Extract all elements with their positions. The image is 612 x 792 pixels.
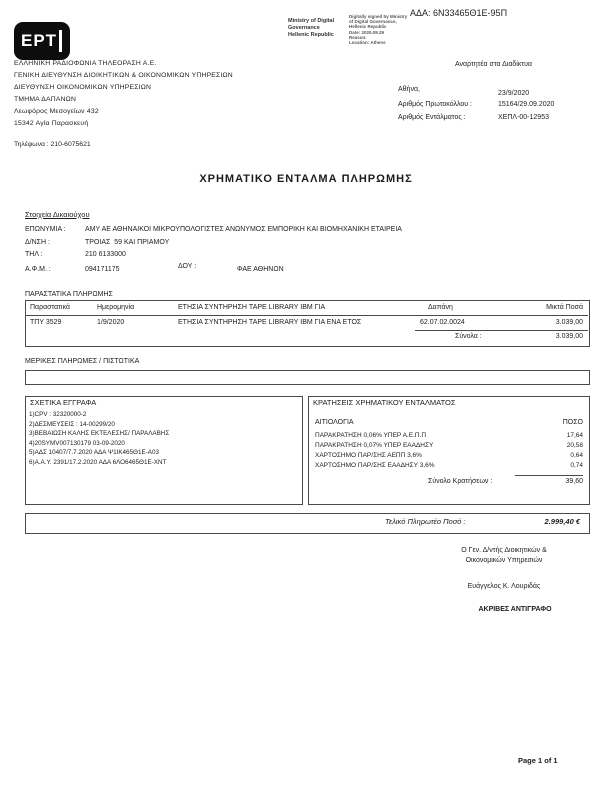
partial-payments-box bbox=[25, 370, 590, 385]
beneficiary-doy: ΦΑΕ ΑΘΗΝΩΝ bbox=[237, 266, 284, 273]
invoice-row-date: 1/9/2020 bbox=[97, 319, 125, 326]
org-line: Λεωφόρος Μεσογείων 432 bbox=[14, 108, 99, 115]
related-doc-line: 3)ΒΕΒΑΙΩΣΗ ΚΑΛΗΣ ΕΚΤΕΛΕΣΗΣ/ ΠΑΡΑΛΑΒΗΣ bbox=[29, 430, 170, 438]
ada-number: ΑΔΑ: 6Ν33465Θ1Ε-95Π bbox=[410, 8, 508, 18]
beneficiary-address-label: Δ/ΝΣΗ : bbox=[25, 239, 50, 246]
ert-logo-bar bbox=[59, 30, 62, 52]
beneficiary-section-title: Στοιχεία Δικαιούχου bbox=[25, 210, 90, 219]
ert-logo-text: ΕΡΤ bbox=[21, 31, 58, 50]
document-date: 23/9/2020 bbox=[498, 90, 530, 97]
stamp-line: Date: 2020.09.29 bbox=[349, 29, 385, 35]
stamp-line: Location: Athens bbox=[349, 40, 386, 46]
invoices-section-title: ΠΑΡΑΣΤΑΤΙΚΑ ΠΛΗΡΩΜΗΣ bbox=[25, 291, 113, 298]
partial-payments-title: ΜΕΡΙΚΕΣ ΠΛΗΡΩΜΕΣ / ΠΙΣΤΩΤΙΚΑ bbox=[25, 358, 140, 365]
deduction-row-amount: 0,64 bbox=[570, 452, 583, 459]
organization-block bbox=[14, 58, 233, 130]
invoices-header-divider bbox=[25, 315, 588, 316]
protocol-label: Αριθμός Πρωτοκόλλου : bbox=[398, 101, 472, 108]
digital-signature-stamp bbox=[349, 14, 407, 45]
org-line: ΤΜΗΜΑ ΔΑΠΑΝΩΝ bbox=[14, 96, 77, 103]
final-amount-value: 2.999,40 € bbox=[544, 517, 580, 526]
deductions-col-amount: ΠΟΣΟ bbox=[562, 419, 583, 426]
beneficiary-phone: 210 6133000 bbox=[85, 251, 126, 258]
city-label: Αθήνα, bbox=[398, 86, 420, 93]
deduction-row-reason: ΧΑΡΤΟΣΗΜΟ ΠΑΡ/ΣΗΣ ΕΑΑΔΗΣΥ 3,6% bbox=[315, 462, 435, 469]
ert-logo bbox=[14, 22, 70, 60]
stamp-line: Reason: bbox=[349, 34, 367, 40]
invoices-col-doc: Παραστατικά bbox=[30, 304, 70, 311]
related-doc-line: 2)ΔΕΣΜΕΥΣΕΙΣ : 14-00299/20 bbox=[29, 420, 115, 428]
stamp-line: of Digital Governance, bbox=[349, 19, 397, 25]
stamp-line: Digitally signed by Ministry bbox=[349, 14, 408, 19]
invoices-col-desc: ΕΤΗΣΙΑ ΣΥΝΤΗΡΗΣΗ TAPE LIBRARY IBM ΓΙΑ bbox=[178, 304, 326, 311]
org-line: ΕΛΛΗΝΙΚΗ ΡΑΔΙΟΦΩΝΙΑ ΤΗΛΕΟΡΑΣΗ Α.Ε. bbox=[14, 60, 157, 67]
deduction-row-amount: 17,64 bbox=[566, 432, 583, 439]
deductions-box bbox=[308, 396, 590, 505]
related-docs-title: ΣΧΕΤΙΚΑ ΕΓΓΡΑΦΑ bbox=[30, 398, 97, 407]
signatory-name: Ευάγγελος Κ. Λουριδάς bbox=[467, 583, 541, 590]
invoice-row-expense: 62.07.02.0024 bbox=[420, 319, 465, 326]
invoices-totals-divider bbox=[415, 330, 588, 331]
related-doc-line: 4)20SYMV007130179 03-09-2020 bbox=[29, 439, 125, 447]
related-docs-list bbox=[29, 410, 169, 468]
invoices-col-gross: Μικτά Ποσά bbox=[546, 304, 583, 311]
stamp-line: Hellenic Republic bbox=[349, 24, 387, 30]
signatory-title-line1: Ο Γεν. Δ/ντής Διοικητικών & bbox=[461, 547, 547, 554]
protocol-number: 15164/29.09.2020 bbox=[498, 101, 555, 108]
related-doc-line: 1)CPV : 32320000-2 bbox=[29, 411, 87, 418]
related-doc-line: 6)Α.Α.Υ. 2391/17.2.2020 ΑΔΑ 6ΛΟ6465Θ1Ε-ΧΝΤ bbox=[29, 458, 167, 466]
invoices-totals-label: Σύνολα : bbox=[455, 333, 482, 340]
beneficiary-afm-label: Α.Φ.Μ. : bbox=[25, 266, 51, 273]
ministry-line: Governance bbox=[288, 25, 320, 31]
deduction-row-reason: ΠΑΡΑΚΡΑΤΗΣΗ 0,06% ΥΠΕΡ Α.Ε.Π.Π bbox=[315, 432, 427, 439]
certified-copy-note: ΑΚΡΙΒΕΣ ΑΝΤΙΓΡΑΦΟ bbox=[478, 606, 552, 613]
signatory-title-line2: Οικονομικών Υπηρεσιών bbox=[465, 557, 543, 564]
deductions-title: ΚΡΑΤΗΣΕΙΣ ΧΡΗΜΑΤΙΚΟΥ ΕΝΤΑΛΜΑΤΟΣ bbox=[313, 398, 456, 407]
web-posting-note: Αναρτητέα στα Διαδίκτυα bbox=[455, 61, 532, 68]
beneficiary-name-label: ΕΠΩΝΥΜΙΑ : bbox=[25, 226, 66, 233]
beneficiary-name: ΑΜΥ ΑΕ ΑΘΗΝΑΙΚΟΙ ΜΙΚΡΟΥΠΟΛΟΓΙΣΤΕΣ ΑΝΩΝΥΜΟΣ ΕΜΠΟΡΙΚΗ ΚΑΙ ΒΙΟΜΗΧΑΝΙΚΗ ΕΤΑΙΡΕΙΑ bbox=[85, 226, 402, 233]
deduction-row-amount: 20,58 bbox=[566, 442, 583, 449]
page-number: Page 1 of 1 bbox=[518, 756, 558, 765]
deductions-total-value: 39,60 bbox=[565, 478, 583, 485]
invoice-row-gross: 3.039,00 bbox=[555, 319, 583, 326]
invoices-col-date: Ημερομηνία bbox=[97, 304, 135, 311]
related-doc-line: 5)ΑΔΣ 10407/7.7.2020 ΑΔΑ Ψ1ΙΚ465Θ1Ε-Α03 bbox=[29, 449, 159, 457]
org-line: ΓΕΝΙΚΗ ΔΙΕΥΘΥΝΣΗ ΔΙΟΙΚΗΤΙΚΩΝ & ΟΙΚΟΝΟΜΙΚΩΝ ΥΠΗΡΕΣΙΩΝ bbox=[14, 72, 233, 79]
ministry-line: Hellenic Republic bbox=[288, 32, 334, 38]
deduction-row-amount: 0,74 bbox=[570, 462, 583, 469]
beneficiary-doy-label: ΔΟΥ : bbox=[178, 263, 197, 270]
beneficiary-phone-label: ΤΗΛ : bbox=[25, 251, 43, 258]
deductions-col-reason: ΑΙΤΙΟΛΟΓΙΑ bbox=[315, 419, 354, 426]
deduction-row-reason: ΧΑΡΤΟΣΗΜΟ ΠΑΡ/ΣΗΣ ΑΕΠΠ 3,6% bbox=[315, 452, 422, 459]
page-title: ΧΡΗΜΑΤΙΚΟ ΕΝΤΑΛΜΑ ΠΛΗΡΩΜΗΣ bbox=[199, 173, 413, 185]
deductions-total-label: Σύνολο Κρατήσεων : bbox=[428, 478, 493, 485]
order-number-label: Αριθμός Εντάλματος : bbox=[398, 114, 466, 121]
invoices-col-expense: Δαπάνη bbox=[428, 304, 453, 311]
ministry-line: Ministry of Digital bbox=[288, 18, 335, 24]
beneficiary-afm: 094171175 bbox=[85, 266, 120, 273]
invoices-totals-value: 3.039,00 bbox=[555, 333, 583, 340]
final-amount-label: Τελικό Πληρωτέο Ποσό : bbox=[385, 517, 466, 526]
org-phone: Τηλέφωνα : 210-6075621 bbox=[14, 141, 91, 148]
beneficiary-address: ΤΡΟΙΑΣ 59 ΚΑΙ ΠΡΙΑΜΟΥ bbox=[85, 239, 170, 246]
ministry-name-block bbox=[288, 18, 334, 39]
order-number: ΧΕΠΛ-00-12953 bbox=[498, 114, 549, 121]
deduction-row-reason: ΠΑΡΑΚΡΑΤΗΣΗ 0,07% ΥΠΕΡ ΕΑΑΔΗΣΥ bbox=[315, 442, 434, 449]
deductions-total-divider bbox=[515, 475, 583, 476]
org-line: ΔΙΕΥΘΥΝΣΗ ΟΙΚΟΝΟΜΙΚΩΝ ΥΠΗΡΕΣΙΩΝ bbox=[14, 84, 152, 91]
org-line: 15342 Αγία Παρασκευή bbox=[14, 120, 89, 127]
invoice-row-doc: ΤΠΥ 3529 bbox=[30, 319, 62, 326]
invoice-row-desc: ΕΤΗΣΙΑ ΣΥΝΤΗΡΗΣΗ TAPE LIBRARY IBM ΓΙΑ ΕΝΑ ΕΤΟΣ bbox=[178, 319, 362, 326]
